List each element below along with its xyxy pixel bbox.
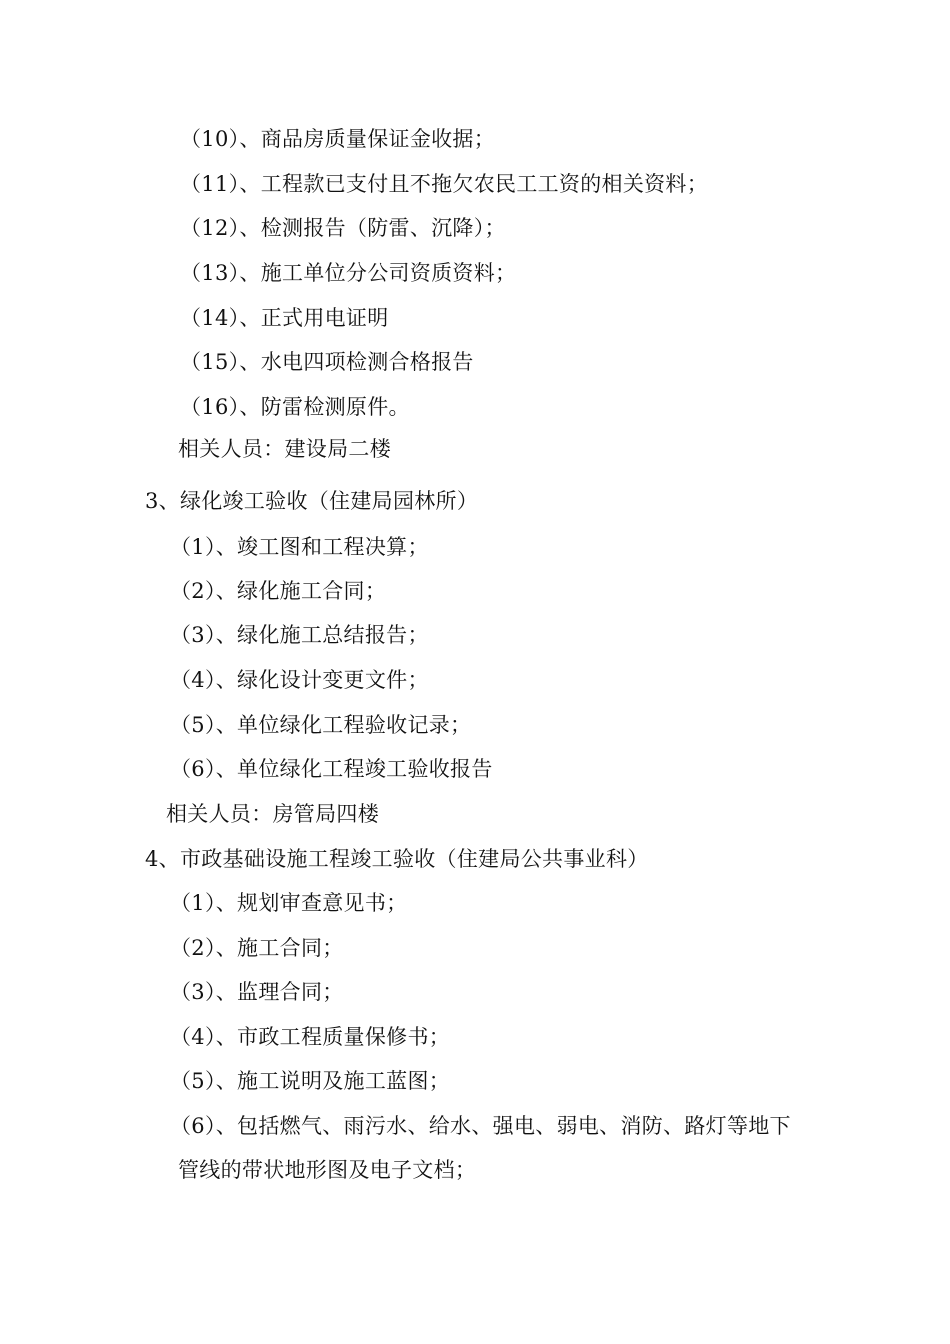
contact-note: 相关人员：建设局二楼 [178,437,391,461]
list-item: （2）、绿化施工合同； [170,579,387,603]
list-item: （5）、施工说明及施工蓝图； [170,1069,451,1093]
list-item: （6）、单位绿化工程竣工验收报告 [170,757,493,781]
list-item: （12）、检测报告（防雷、沉降）； [180,216,506,240]
list-item: （10）、商品房质量保证金收据； [180,127,496,151]
list-item-continuation: 管线的带状地形图及电子文档； [178,1158,477,1182]
contact-note: 相关人员：房管局四楼 [166,802,379,826]
list-item: （4）、绿化设计变更文件； [170,668,429,692]
list-item: （15）、水电四项检测合格报告 [180,350,474,374]
list-item: （13）、施工单位分公司资质资料； [180,261,517,285]
list-item: （14）、正式用电证明 [180,306,389,330]
section-heading: 3、绿化竣工验收（住建局园林所） [145,489,479,513]
list-item: （2）、施工合同； [170,936,344,960]
list-item: （1）、竣工图和工程决算； [170,535,429,559]
list-item: （3）、监理合同； [170,980,344,1004]
list-item: （5）、单位绿化工程验收记录； [170,713,472,737]
list-item: （16）、防雷检测原件。 [180,395,410,419]
list-item: （3）、绿化施工总结报告； [170,623,429,647]
list-item: （1）、规划审查意见书； [170,891,408,915]
section-heading: 4、市政基础设施工程竣工验收（住建局公共事业科） [145,847,649,871]
list-item: （6）、包括燃气、雨污水、给水、强电、弱电、消防、路灯等地下 [170,1114,791,1138]
list-item: （4）、市政工程质量保修书； [170,1025,451,1049]
list-item: （11）、工程款已支付且不拖欠农民工工资的相关资料； [180,172,709,196]
